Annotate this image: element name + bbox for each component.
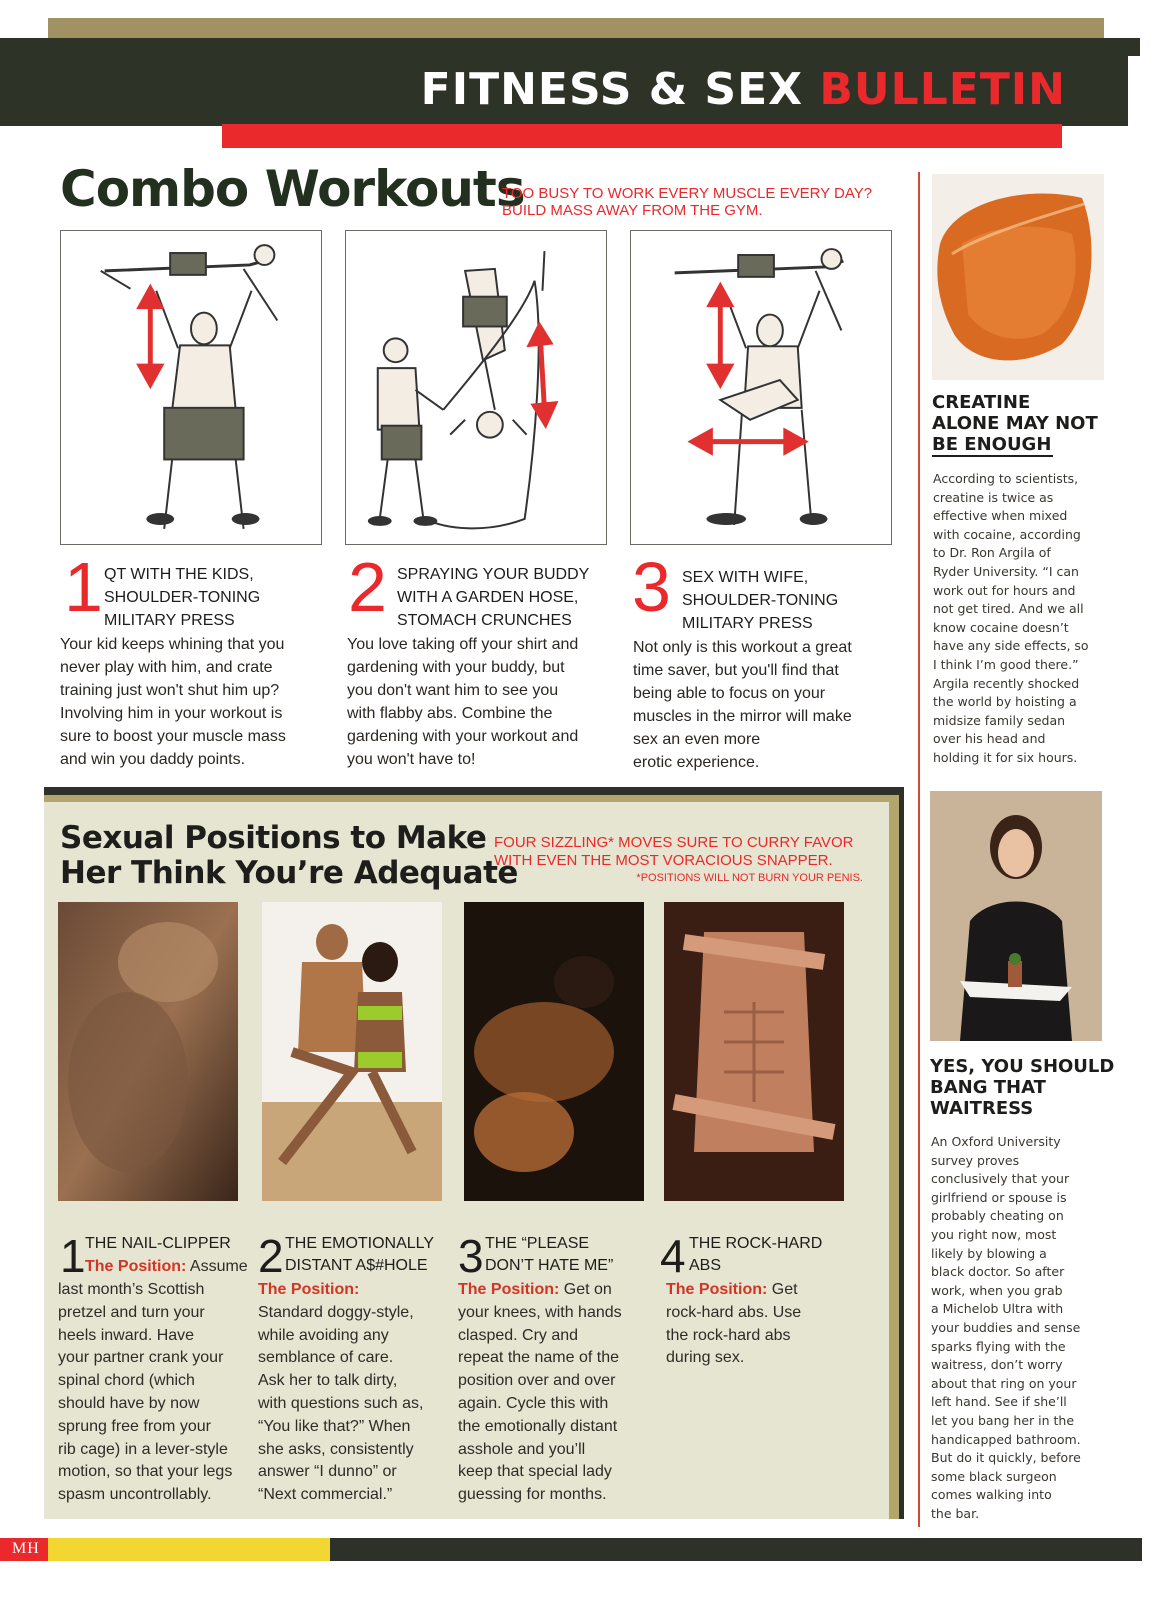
- man-lifting-child-figure: [61, 231, 321, 544]
- sidebar-headline-line: BE ENOUGH: [932, 434, 1052, 455]
- positions-title-line: Sexual Positions to Make: [60, 820, 487, 856]
- step-body-line: you won't have to!: [347, 751, 476, 768]
- step-body-line: training just won't shut him up?: [60, 682, 280, 699]
- position-heading-line: THE NAIL-CLIPPER: [85, 1235, 231, 1252]
- sidebar-body-line: An Oxford University: [931, 1134, 1061, 1149]
- position-heading: [485, 1233, 613, 1277]
- sidebar-headline-line: BANG THAT: [930, 1077, 1046, 1098]
- couple-chair-photo-image: [262, 902, 442, 1201]
- sidebar-body-line: not get tired. And we all: [933, 601, 1084, 617]
- sidebar-body-line: black doctor. So after: [931, 1264, 1065, 1280]
- sidebar-body-line: effective when mixed: [933, 508, 1068, 524]
- sidebar-body-line: to Dr. Ron Argila of: [933, 545, 1051, 561]
- position-heading: [285, 1233, 434, 1277]
- sidebar-body-line: likely by blowing a: [931, 1245, 1047, 1261]
- sidebar-body-line: with cocaine, according: [933, 526, 1081, 542]
- positions-footnote: *POSITIONS WILL NOT BURN YOUR PENIS.: [636, 872, 863, 884]
- position-body-line: she asks, consistently: [258, 1440, 414, 1458]
- footer-yellow-band: [48, 1538, 330, 1561]
- position-body-line: spasm uncontrollably.: [58, 1486, 212, 1504]
- sidebar-headline-line: ALONE MAY NOT: [932, 413, 1098, 434]
- embrace-photo-image: [58, 902, 238, 1201]
- step-heading-line: WITH A GARDEN HOSE,: [397, 589, 579, 606]
- deck-line: TOO BUSY TO WORK EVERY MUSCLE EVERY DAY?: [502, 185, 873, 202]
- position-body-line: guessing for months.: [458, 1486, 607, 1504]
- position-body-line: during sex.: [666, 1349, 745, 1367]
- sidebar-body-line: creatine is twice as: [933, 489, 1054, 505]
- sidebar-body-line: According to scientists,: [933, 471, 1079, 486]
- step-body-line: time saver, but you'll find that: [633, 662, 839, 679]
- step-body-line: muscles in the mirror will make: [633, 708, 852, 725]
- step-body-line: Your kid keeps whining that you: [60, 636, 285, 653]
- sidebar-headline-line: YES, YOU SHOULD: [930, 1056, 1115, 1077]
- position-heading-line: THE ROCK-HARD: [689, 1235, 823, 1252]
- step-body-line: being able to focus on your: [633, 685, 826, 702]
- sidebar-body-line: work out for hours and: [933, 582, 1076, 598]
- position-body-text: Get: [771, 1281, 798, 1298]
- position-body-line: position over and over: [458, 1372, 616, 1390]
- sidebar-body-line: know cocaine doesn’t: [933, 619, 1069, 635]
- position-heading-line: ABS: [689, 1257, 722, 1274]
- position-body: [458, 1279, 622, 1507]
- waitress-image: [930, 791, 1102, 1041]
- position-body-line: spinal chord (which: [58, 1372, 195, 1390]
- illustration-military-press-kid: [60, 230, 322, 545]
- position-number: 2: [258, 1230, 284, 1282]
- step-number: 1: [64, 548, 103, 626]
- positions-deck: [494, 834, 854, 870]
- kissing-photo-image: [464, 902, 644, 1201]
- position-body-line: rock-hard abs. Use: [666, 1303, 802, 1321]
- position-body-line: sprung free from your: [58, 1417, 211, 1435]
- position-body-text: Get on: [563, 1281, 612, 1298]
- waitress-photo: [930, 791, 1102, 1041]
- illustration-hose-crunches: [345, 230, 607, 545]
- step-heading-line: SHOULDER-TONING: [682, 592, 839, 609]
- illustration-military-press-wife: [630, 230, 892, 545]
- section-title-main: FITNESS & SEX: [420, 64, 804, 115]
- section-title: [421, 64, 1066, 115]
- sidebar-body-line: have any side effects, so: [933, 638, 1089, 654]
- man-lifting-woman-figure: [631, 231, 891, 544]
- step-heading-line: MILITARY PRESS: [104, 612, 235, 629]
- position-heading-line: THE EMOTIONALLY: [285, 1235, 435, 1252]
- sidebar-body-line: work, when you grab: [931, 1282, 1063, 1298]
- sidebar-body-line: I think I’m good there.”: [933, 656, 1079, 672]
- step-heading-line: QT WITH THE KIDS,: [104, 566, 254, 583]
- column-divider: [918, 172, 920, 1527]
- sidebar-body-line: sparks flying with the: [931, 1338, 1066, 1354]
- sidebar-body-line: you right now, most: [931, 1226, 1057, 1242]
- position-body: [258, 1279, 423, 1507]
- position-first-line: [85, 1256, 248, 1279]
- position-body-line: Standard doggy-style,: [258, 1303, 414, 1321]
- position-label: The Position:: [666, 1281, 768, 1298]
- position-body-line: Ask her to talk dirty,: [258, 1372, 398, 1390]
- sidebar-body-line: let you bang her in the: [931, 1412, 1075, 1428]
- position-body-line: “Next commercial.”: [258, 1486, 393, 1504]
- position-body-line: again. Cycle this with: [458, 1394, 609, 1412]
- position-label: The Position:: [458, 1281, 560, 1298]
- position-photo-4: [664, 902, 844, 1201]
- step-body-line: erotic experience.: [633, 754, 760, 771]
- position-body-line: keep that special lady: [458, 1463, 612, 1481]
- position-body-line: the emotionally distant: [458, 1417, 618, 1435]
- sidebar-body-line: conclusively that your: [931, 1171, 1070, 1187]
- combo-workouts-deck: [502, 185, 872, 219]
- position-body-line: heels inward. Have: [58, 1326, 195, 1344]
- step-body-line: and win you daddy points.: [60, 751, 246, 768]
- position-photo-3: [464, 902, 644, 1201]
- deck-line: FOUR SIZZLING* MOVES SURE TO CURRY FAVOR: [494, 834, 854, 851]
- sidebar-body-line: midsize family sedan: [933, 712, 1066, 728]
- sidebar-body-line: Ryder University. “I can: [933, 563, 1079, 579]
- step-body-line: sure to boost your muscle mass: [60, 728, 286, 745]
- position-body: [666, 1279, 801, 1370]
- position-body-line: should have by now: [58, 1394, 200, 1412]
- step-body: [60, 633, 286, 771]
- section-title-accent: BULLETIN: [819, 64, 1066, 115]
- sidebar-headline: [930, 1056, 1114, 1119]
- sidebar-body-line: a Michelob Ultra with: [931, 1301, 1064, 1317]
- position-heading-line: DISTANT A$#HOLE: [285, 1257, 428, 1274]
- position-heading: [689, 1233, 822, 1277]
- sidebar-body-line: handicapped bathroom.: [931, 1431, 1081, 1447]
- position-body-line: clasped. Cry and: [458, 1326, 579, 1344]
- step-number: 3: [632, 548, 671, 626]
- step-body-line: gardening with your buddy, but: [347, 659, 565, 676]
- step-body: [633, 636, 852, 774]
- step-heading: [104, 563, 260, 632]
- step-body-line: you don't want him to see you: [347, 682, 559, 699]
- positions-title: [60, 821, 518, 891]
- sidebar-body-line: over his head and: [933, 731, 1046, 747]
- sidebar-body-line: girlfriend or spouse is: [931, 1189, 1067, 1205]
- position-body-line: repeat the name of the: [458, 1349, 619, 1367]
- position-body-line: answer “I dunno” or: [258, 1463, 397, 1481]
- step-heading: [682, 566, 838, 635]
- position-body: [58, 1279, 232, 1507]
- position-body-line: motion, so that your legs: [58, 1463, 233, 1481]
- position-heading-line: DON’T HATE ME”: [485, 1257, 614, 1274]
- position-photo-2: [262, 902, 442, 1201]
- position-heading-line: THE “PLEASE: [485, 1235, 590, 1252]
- position-body-line: rib cage) in a lever-style: [58, 1440, 228, 1458]
- step-body: [347, 633, 578, 771]
- step-heading-line: SHOULDER-TONING: [104, 589, 261, 606]
- step-body-line: Not only is this workout a great: [633, 639, 852, 656]
- creatine-bag-photo: [932, 174, 1104, 380]
- step-heading-line: MILITARY PRESS: [682, 615, 813, 632]
- sidebar-headline-line: WAITRESS: [930, 1098, 1034, 1119]
- sidebar-body: [931, 1133, 1081, 1523]
- sidebar-headline-line: CREATINE: [932, 392, 1031, 413]
- sidebar-body-line: Argila recently shocked: [933, 675, 1080, 691]
- sidebar-body-line: holding it for six hours.: [933, 749, 1078, 765]
- position-body-line: with questions such as,: [258, 1394, 424, 1412]
- header-dark-band-top: [0, 38, 1140, 56]
- step-number: 2: [348, 548, 387, 626]
- sidebar-body-line: your buddies and sense: [931, 1319, 1081, 1335]
- sidebar-body-line: the world by hoisting a: [933, 694, 1077, 710]
- sidebar-body-line: some black surgeon: [931, 1468, 1057, 1484]
- step-body-line: gardening with your workout and: [347, 728, 579, 745]
- sidebar-headline: [932, 392, 1098, 457]
- embrace-abs-photo-image: [664, 902, 844, 1201]
- sidebar-body-line: But do it quickly, before: [931, 1450, 1081, 1466]
- deck-line: BUILD MASS AWAY FROM THE GYM.: [502, 202, 763, 219]
- deck-line: WITH EVEN THE MOST VORACIOUS SNAPPER.: [494, 852, 833, 869]
- position-body-line: asshole and you’ll: [458, 1440, 586, 1458]
- position-number: 3: [458, 1230, 484, 1282]
- sidebar-body-line: probably cheating on: [931, 1208, 1064, 1224]
- step-body-line: with flabby abs. Combine the: [347, 705, 553, 722]
- position-number: 4: [660, 1230, 686, 1282]
- combo-workouts-title: Combo Workouts: [60, 160, 525, 218]
- footer-dark-band: [330, 1538, 1142, 1561]
- step-body-line: never play with him, and crate: [60, 659, 273, 676]
- header-red-band: [222, 124, 1062, 148]
- position-body-line: last month’s Scottish: [58, 1281, 205, 1298]
- position-label: The Position:: [85, 1258, 187, 1275]
- position-body-text: Assume: [189, 1258, 248, 1275]
- powder-bag-image: [932, 174, 1104, 380]
- sidebar-body-line: the bar.: [931, 1505, 980, 1521]
- position-number: 1: [60, 1230, 86, 1282]
- position-body-line: pretzel and turn your: [58, 1303, 205, 1321]
- sidebar-body-line: waitress, don’t worry: [931, 1357, 1063, 1373]
- sidebar-body-line: comes walking into: [931, 1487, 1052, 1503]
- position-body-line: your knees, with hands: [458, 1303, 622, 1321]
- position-photo-1: [58, 902, 238, 1201]
- position-body-line: the rock-hard abs: [666, 1326, 791, 1344]
- sidebar-body-line: about that ring on your: [931, 1375, 1077, 1391]
- sidebar-body-line: survey proves: [931, 1152, 1020, 1168]
- position-body-line: while avoiding any: [258, 1326, 389, 1344]
- footer-logo: MH: [12, 1540, 40, 1557]
- position-body-line: your partner crank your: [58, 1349, 224, 1367]
- step-heading-line: STOMACH CRUNCHES: [397, 612, 572, 629]
- sidebar-body: [933, 470, 1089, 768]
- step-body-line: sex an even more: [633, 731, 761, 748]
- position-body-line: “You like that?” When: [258, 1417, 411, 1435]
- positions-title-line: Her Think You’re Adequate: [60, 855, 518, 891]
- step-heading: [397, 563, 589, 632]
- step-heading-line: SPRAYING YOUR BUDDY: [397, 566, 590, 583]
- sidebar-body-line: left hand. See if she’ll: [931, 1394, 1067, 1410]
- position-heading: [85, 1233, 231, 1255]
- step-body-line: Involving him in your workout is: [60, 705, 283, 722]
- position-body-line: semblance of care.: [258, 1349, 394, 1367]
- man-spraying-hanging-man-figure: [346, 231, 606, 544]
- position-label: The Position:: [258, 1281, 360, 1298]
- step-heading-line: SEX WITH WIFE,: [682, 569, 809, 586]
- step-body-line: You love taking off your shirt and: [347, 636, 579, 653]
